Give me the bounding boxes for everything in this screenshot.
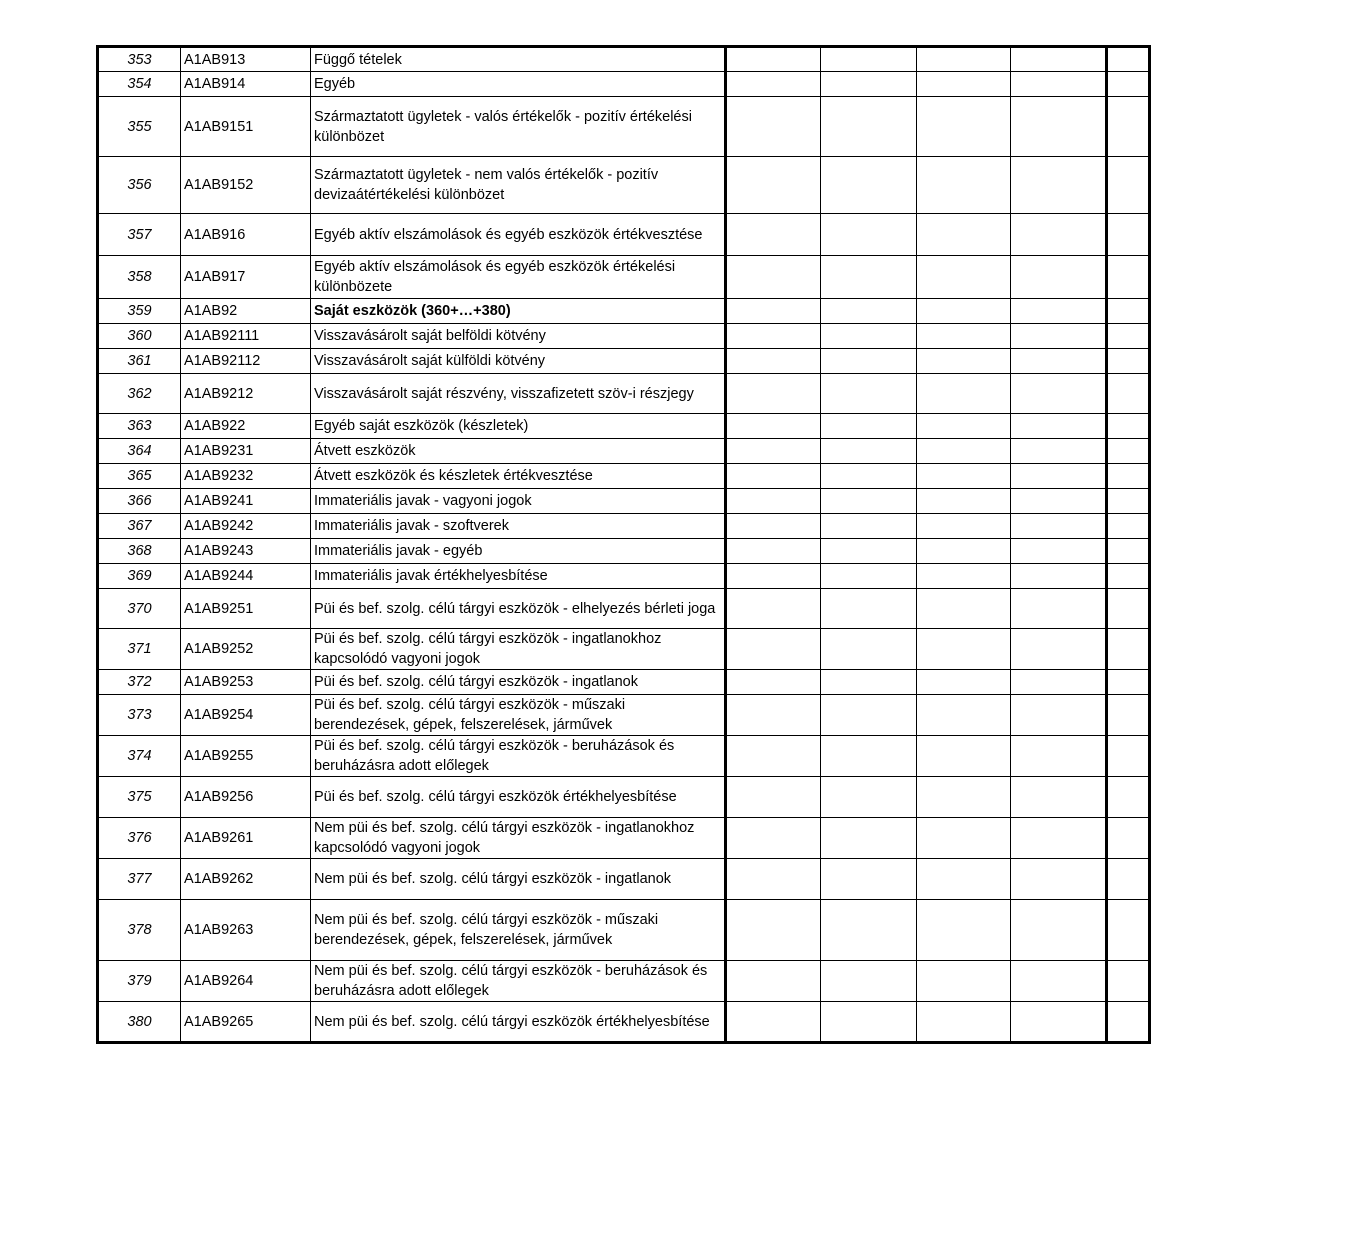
value-cell [1011,564,1107,589]
table-row [98,256,1150,299]
row-number: 358 [98,256,181,299]
table-row [98,299,1150,324]
table-row [98,1002,1150,1043]
row-code: A1AB9261 [181,818,311,859]
value-cell [726,299,821,324]
value-cell [821,961,917,1002]
table-row [98,374,1150,414]
row-code: A1AB9244 [181,564,311,589]
value-cell [726,349,821,374]
value-cell [1107,47,1150,72]
row-description: Származtatott ügyletek - nem valós értékelők - pozitív devizaátértékelési különbözet [311,157,726,214]
value-cell [821,539,917,564]
row-description: Saját eszközök (360+…+380) [311,299,726,324]
row-number: 373 [98,695,181,736]
value-cell [821,374,917,414]
row-code: A1AB9212 [181,374,311,414]
row-description: Püi és bef. szolg. célú tárgyi eszközök - műszaki berendezések, gépek, felszerelések, járművek [311,695,726,736]
value-cell [917,539,1011,564]
value-cell [1107,961,1150,1002]
value-cell [1107,299,1150,324]
row-number: 379 [98,961,181,1002]
value-cell [726,589,821,629]
value-cell [1011,736,1107,777]
value-cell [821,818,917,859]
row-number: 374 [98,736,181,777]
value-cell [917,97,1011,157]
table-row [98,157,1150,214]
value-cell [726,564,821,589]
row-number: 364 [98,439,181,464]
value-cell [726,439,821,464]
value-cell [1107,670,1150,695]
table-row [98,514,1150,539]
row-description: Nem püi és bef. szolg. célú tárgyi eszközök - beruházások és beruházásra adott előlegek [311,961,726,1002]
value-cell [917,736,1011,777]
row-code: A1AB9265 [181,1002,311,1043]
row-number: 360 [98,324,181,349]
row-description: Immateriális javak - vagyoni jogok [311,489,726,514]
value-cell [821,695,917,736]
value-cell [1011,47,1107,72]
row-code: A1AB9264 [181,961,311,1002]
row-code: A1AB913 [181,47,311,72]
value-cell [726,464,821,489]
row-number: 362 [98,374,181,414]
row-code: A1AB9251 [181,589,311,629]
value-cell [1107,97,1150,157]
table-row [98,72,1150,97]
value-cell [1107,489,1150,514]
row-description: Egyéb [311,72,726,97]
value-cell [821,629,917,670]
value-cell [1107,349,1150,374]
row-description: Egyéb aktív elszámolások és egyéb eszközök értékelési különbözete [311,256,726,299]
value-cell [1107,777,1150,818]
value-cell [821,97,917,157]
row-description: Nem püi és bef. szolg. célú tárgyi eszközök értékhelyesbítése [311,1002,726,1043]
value-cell [726,414,821,439]
value-cell [917,299,1011,324]
row-number: 357 [98,214,181,256]
row-number: 354 [98,72,181,97]
value-cell [1107,818,1150,859]
value-cell [1011,1002,1107,1043]
table-row [98,900,1150,961]
value-cell [821,157,917,214]
table-row [98,629,1150,670]
row-code: A1AB9151 [181,97,311,157]
table-row [98,464,1150,489]
value-cell [726,859,821,900]
value-cell [1107,157,1150,214]
row-code: A1AB922 [181,414,311,439]
row-number: 367 [98,514,181,539]
value-cell [821,47,917,72]
value-cell [821,349,917,374]
value-cell [1011,514,1107,539]
value-cell [1011,818,1107,859]
table-row [98,670,1150,695]
value-cell [917,47,1011,72]
row-description: Átvett eszközök [311,439,726,464]
value-cell [1107,324,1150,349]
value-cell [1011,324,1107,349]
value-cell [1107,859,1150,900]
row-description: Püi és bef. szolg. célú tárgyi eszközök - ingatlanokhoz kapcsolódó vagyoni jogok [311,629,726,670]
value-cell [1107,374,1150,414]
row-number: 369 [98,564,181,589]
table-row [98,777,1150,818]
data-table [96,45,1151,1044]
value-cell [1011,695,1107,736]
value-cell [726,97,821,157]
row-description: Visszavásárolt saját belföldi kötvény [311,324,726,349]
value-cell [1107,464,1150,489]
row-number: 376 [98,818,181,859]
value-cell [1011,489,1107,514]
row-code: A1AB9262 [181,859,311,900]
row-number: 355 [98,97,181,157]
row-number: 366 [98,489,181,514]
value-cell [821,1002,917,1043]
table-row [98,695,1150,736]
row-description: Immateriális javak értékhelyesbítése [311,564,726,589]
row-description: Püi és bef. szolg. célú tárgyi eszközök - elhelyezés bérleti joga [311,589,726,629]
value-cell [917,900,1011,961]
value-cell [1011,97,1107,157]
row-number: 371 [98,629,181,670]
value-cell [726,324,821,349]
row-number: 363 [98,414,181,439]
value-cell [917,961,1011,1002]
table-row [98,818,1150,859]
row-description: Származtatott ügyletek - valós értékelők - pozitív értékelési különbözet [311,97,726,157]
value-cell [821,859,917,900]
value-cell [1011,961,1107,1002]
table-row [98,349,1150,374]
row-number: 356 [98,157,181,214]
row-number: 377 [98,859,181,900]
row-description: Püi és bef. szolg. célú tárgyi eszközök - beruházások és beruházásra adott előlegek [311,736,726,777]
value-cell [726,818,821,859]
value-cell [917,489,1011,514]
value-cell [1107,900,1150,961]
value-cell [726,670,821,695]
value-cell [917,349,1011,374]
value-cell [917,256,1011,299]
value-cell [1107,539,1150,564]
value-cell [821,670,917,695]
row-code: A1AB9253 [181,670,311,695]
row-description: Immateriális javak - egyéb [311,539,726,564]
value-cell [726,72,821,97]
row-number: 365 [98,464,181,489]
table-row [98,324,1150,349]
value-cell [726,695,821,736]
value-cell [821,564,917,589]
row-number: 361 [98,349,181,374]
value-cell [1107,214,1150,256]
row-code: A1AB917 [181,256,311,299]
row-description: Függő tételek [311,47,726,72]
row-description: Átvett eszközök és készletek értékvesztése [311,464,726,489]
table-row [98,961,1150,1002]
table-row [98,564,1150,589]
row-description: Visszavásárolt saját részvény, visszafizetett szöv-i részjegy [311,374,726,414]
row-description: Nem püi és bef. szolg. célú tárgyi eszközök - ingatlanokhoz kapcsolódó vagyoni jogok [311,818,726,859]
value-cell [1011,157,1107,214]
value-cell [1011,589,1107,629]
value-cell [1011,777,1107,818]
value-cell [821,900,917,961]
value-cell [1107,514,1150,539]
value-cell [1107,695,1150,736]
value-cell [1011,374,1107,414]
value-cell [726,900,821,961]
value-cell [1107,564,1150,589]
value-cell [917,818,1011,859]
value-cell [726,1002,821,1043]
value-cell [1011,900,1107,961]
value-cell [917,157,1011,214]
value-cell [726,374,821,414]
row-code: A1AB9263 [181,900,311,961]
value-cell [726,777,821,818]
row-number: 370 [98,589,181,629]
row-code: A1AB9256 [181,777,311,818]
value-cell [726,961,821,1002]
row-description: Nem püi és bef. szolg. célú tárgyi eszközök - ingatlanok [311,859,726,900]
value-cell [917,324,1011,349]
row-code: A1AB9255 [181,736,311,777]
row-code: A1AB9254 [181,695,311,736]
value-cell [1107,736,1150,777]
table-row [98,859,1150,900]
value-cell [917,777,1011,818]
value-cell [917,374,1011,414]
value-cell [917,670,1011,695]
value-cell [917,859,1011,900]
value-cell [821,299,917,324]
row-number: 359 [98,299,181,324]
value-cell [726,539,821,564]
row-number: 375 [98,777,181,818]
table-row [98,414,1150,439]
value-cell [726,214,821,256]
table-body [98,47,1150,1043]
row-code: A1AB9232 [181,464,311,489]
value-cell [1011,214,1107,256]
value-cell [1011,256,1107,299]
value-cell [821,414,917,439]
value-cell [821,464,917,489]
value-cell [1107,629,1150,670]
value-cell [1011,414,1107,439]
table-row [98,97,1150,157]
value-cell [917,1002,1011,1043]
value-cell [821,439,917,464]
row-description: Immateriális javak - szoftverek [311,514,726,539]
row-code: A1AB9252 [181,629,311,670]
value-cell [917,439,1011,464]
value-cell [821,589,917,629]
table-row [98,47,1150,72]
value-cell [917,464,1011,489]
value-cell [1011,349,1107,374]
value-cell [1011,439,1107,464]
table-row [98,589,1150,629]
row-number: 380 [98,1002,181,1043]
value-cell [726,514,821,539]
row-description: Püi és bef. szolg. célú tárgyi eszközök értékhelyesbítése [311,777,726,818]
row-code: A1AB916 [181,214,311,256]
value-cell [821,214,917,256]
table-row [98,439,1150,464]
value-cell [821,72,917,97]
table-row [98,489,1150,514]
row-description: Visszavásárolt saját külföldi kötvény [311,349,726,374]
row-code: A1AB914 [181,72,311,97]
value-cell [917,589,1011,629]
row-code: A1AB9242 [181,514,311,539]
value-cell [1107,256,1150,299]
value-cell [1011,539,1107,564]
value-cell [917,514,1011,539]
value-cell [1107,589,1150,629]
value-cell [1011,859,1107,900]
value-cell [726,256,821,299]
row-code: A1AB9152 [181,157,311,214]
value-cell [917,564,1011,589]
row-code: A1AB92112 [181,349,311,374]
value-cell [726,736,821,777]
value-cell [1011,72,1107,97]
row-code: A1AB92 [181,299,311,324]
value-cell [1107,439,1150,464]
table-row [98,214,1150,256]
value-cell [1011,629,1107,670]
row-number: 353 [98,47,181,72]
value-cell [917,214,1011,256]
value-cell [726,489,821,514]
row-description: Nem püi és bef. szolg. célú tárgyi eszközök - műszaki berendezések, gépek, felszerelések, járművek [311,900,726,961]
value-cell [917,695,1011,736]
value-cell [917,414,1011,439]
value-cell [726,47,821,72]
value-cell [1011,670,1107,695]
value-cell [726,629,821,670]
value-cell [1107,414,1150,439]
value-cell [821,324,917,349]
row-description: Egyéb saját eszközök (készletek) [311,414,726,439]
value-cell [821,736,917,777]
row-code: A1AB92111 [181,324,311,349]
row-description: Egyéb aktív elszámolások és egyéb eszközök értékvesztése [311,214,726,256]
row-description: Püi és bef. szolg. célú tárgyi eszközök - ingatlanok [311,670,726,695]
value-cell [821,489,917,514]
value-cell [917,72,1011,97]
value-cell [821,514,917,539]
table-row [98,736,1150,777]
value-cell [1011,299,1107,324]
row-number: 368 [98,539,181,564]
value-cell [1107,72,1150,97]
value-cell [1107,1002,1150,1043]
row-code: A1AB9243 [181,539,311,564]
row-number: 378 [98,900,181,961]
row-code: A1AB9231 [181,439,311,464]
table-row [98,539,1150,564]
value-cell [821,777,917,818]
row-code: A1AB9241 [181,489,311,514]
value-cell [821,256,917,299]
value-cell [726,157,821,214]
value-cell [1011,464,1107,489]
value-cell [917,629,1011,670]
row-number: 372 [98,670,181,695]
